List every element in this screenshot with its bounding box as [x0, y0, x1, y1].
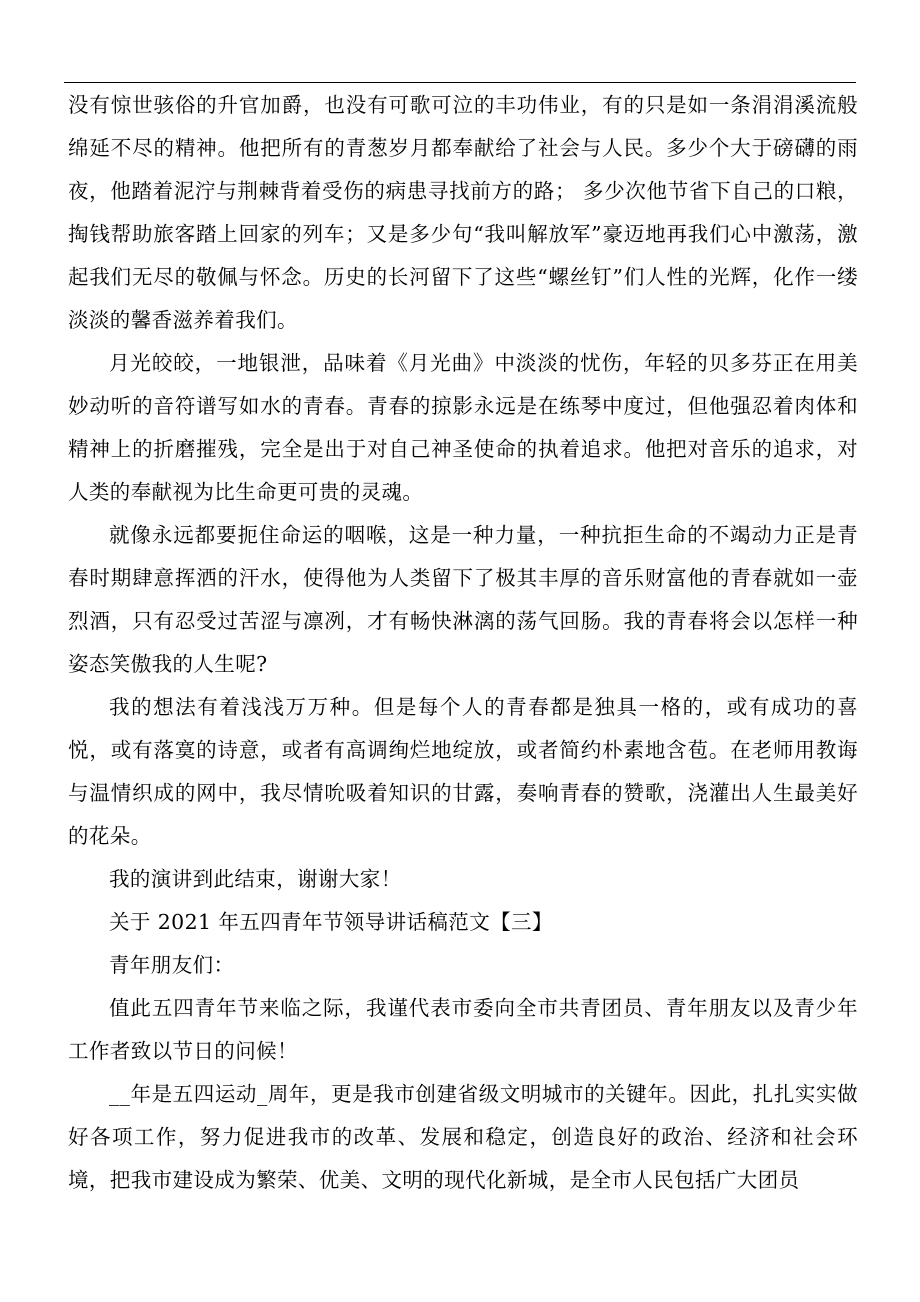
- salutation: 青年朋友们：: [109, 953, 235, 977]
- paragraph-fate: 就像永远都要扼住命运的咽喉，这是一种力量，一种抗拒生命的不竭动力正是青春时期肆意挥洒的汗水，使得他为人类留下了极其丰厚的音乐财富他的青春就如一壶烈酒，只有忍受过苦涩与凛冽，才有畅快淋漓的荡气回肠。我的青春将会以怎样一种姿态笑傲我的人生呢?: [68, 523, 858, 676]
- paragraph-thoughts: 我的想法有着浅浅万万种。但是每个人的青春都是独具一格的，或有成功的喜悦，或有落寞的诗意，或者有高调绚烂地绽放，或者简约朴素地含苞。在老师用教诲与温情织成的网中，我尽情吮吸着知识的甘露，奏响青春的赞歌，浇灌出人生最美好的花朵。: [68, 695, 858, 848]
- paragraph-closing: 我的演讲到此结束，谢谢大家！: [109, 867, 402, 891]
- paragraph-moonlight: 月光皎皎，一地银泄，品味着《月光曲》中淡淡的忧伤，年轻的贝多芬正在用美妙动听的音符谱写如水的青春。青春的掠影永远是在练琴中度过，但他强忍着肉体和精神上的折磨摧残，完全是出于对自己神圣使命的执着追求。他把对音乐的追求，对人类的奉献视为比生命更可贵的灵魂。: [68, 351, 858, 504]
- paragraph-greeting: 值此五四青年节来临之际，我谨代表市委向全市共青团员、青年朋友以及青少年工作者致以节日的问候！: [68, 996, 858, 1063]
- paragraph-anniversary: __年是五四运动_周年，更是我市创建省级文明城市的关键年。因此，扎扎实实做好各项工作，努力促进我市的改革、发展和稳定，创造良好的政治、经济和社会环境，把我市建设成为繁荣、优美、文明的现代化新城，是全市人民包括广大团员: [68, 1082, 858, 1192]
- document-body: [68, 84, 858, 1202]
- section-heading: 关于 2021 年五四青年节领导讲话稿范文【三】: [109, 910, 553, 934]
- paragraph-dedication: 没有惊世骇俗的升官加爵，也没有可歌可泣的丰功伟业，有的只是如一条涓涓溪流般绵延不尽的精神。他把所有的青葱岁月都奉献给了社会与人民。多少个大于磅礴的雨夜，他踏着泥泞与荆棘背着受伤的病患寻找前方的路； 多少次他节省下自己的口粮，掏钱帮助旅客踏上回家的列车；又是多少句“我叫解放军”豪迈地再我们心中激荡，激起我们无尽的敬佩与怀念。历史的长河留下了这些“螺丝钉”们人性的光辉，化作一缕淡淡的馨香滋养着我们。: [68, 93, 858, 332]
- header-rule: [64, 82, 856, 83]
